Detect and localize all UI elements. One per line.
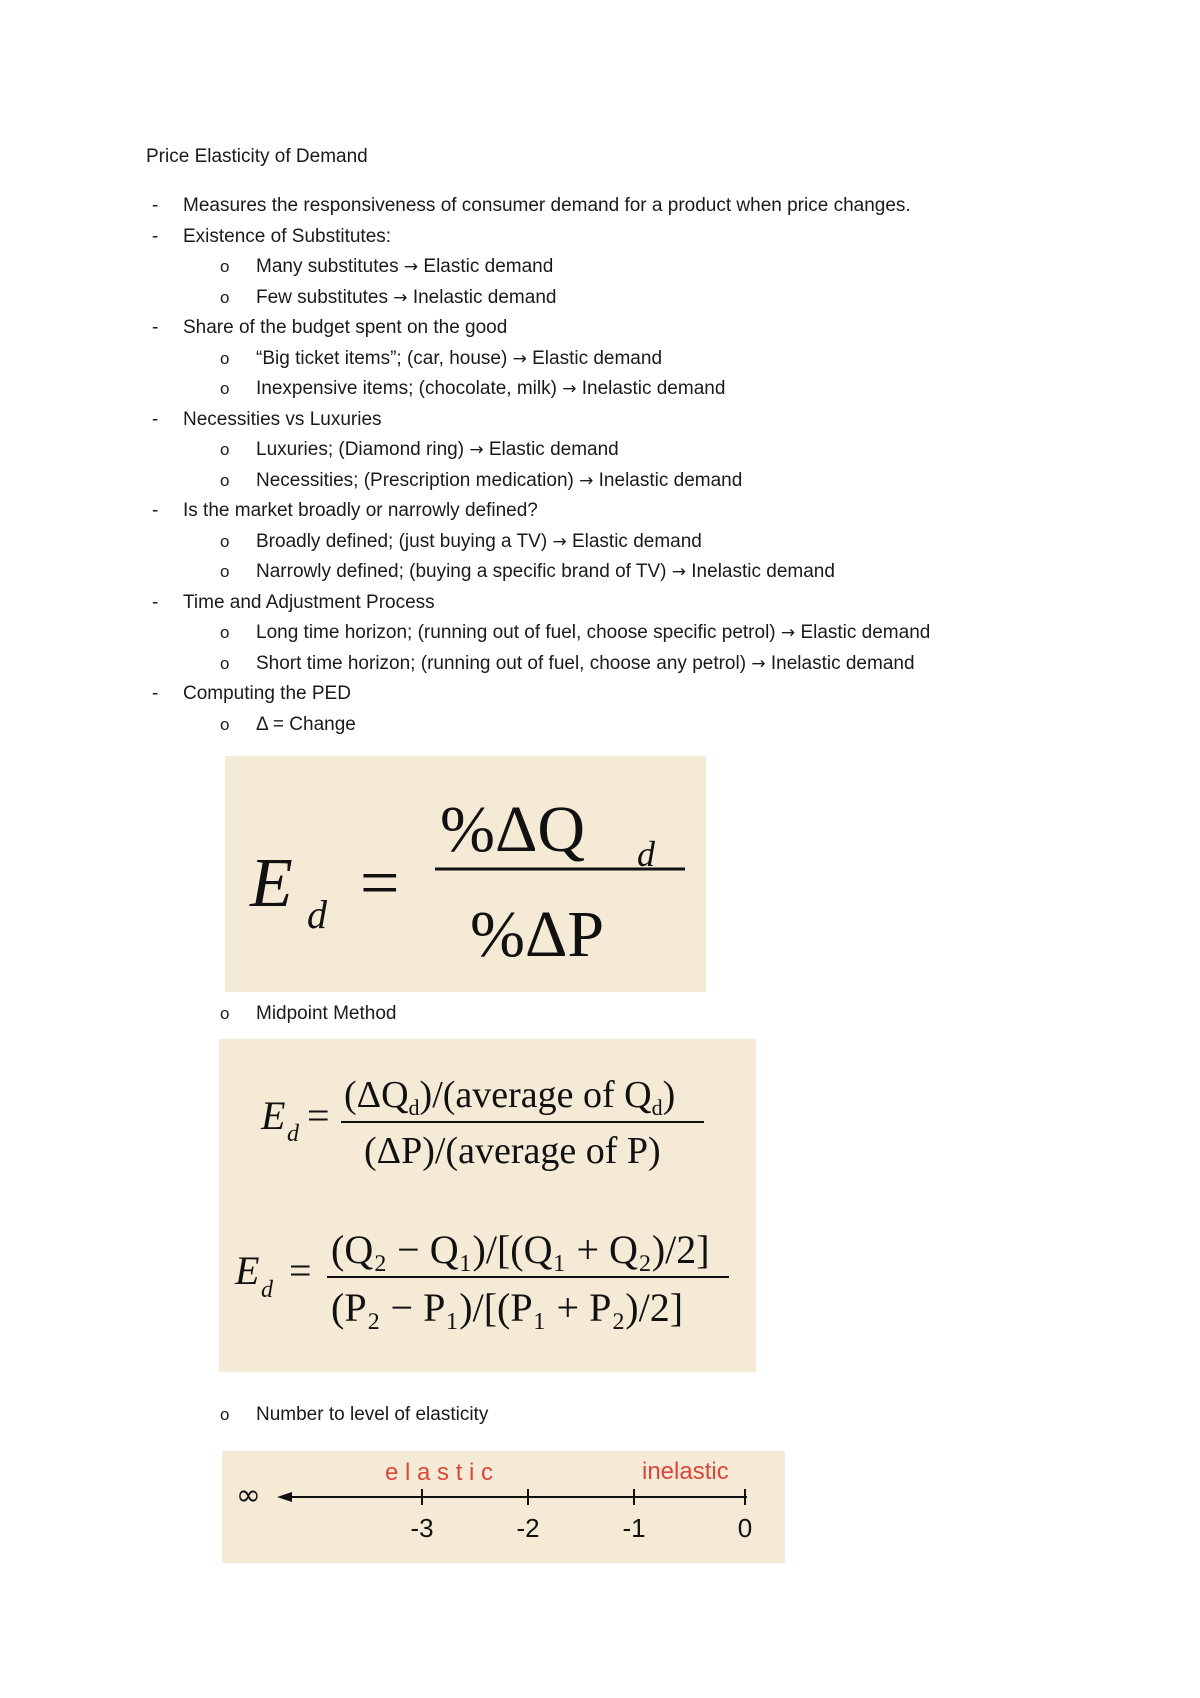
sub-item-result: Inelastic demand <box>412 286 557 308</box>
sub-item-row <box>0 712 1200 738</box>
dash-bullet: - <box>152 225 159 247</box>
section-text: Computing the PED <box>183 683 351 704</box>
sub-item-row <box>0 346 1200 372</box>
right-arrow-icon: → <box>579 470 594 491</box>
formula1-numerator: %ΔQ <box>440 793 586 866</box>
formula2-line1-eq: = <box>307 1093 330 1138</box>
bullet-o: o <box>220 440 230 459</box>
scale-label: Number to level of elasticity <box>256 1404 489 1425</box>
right-arrow-icon: → <box>780 623 796 643</box>
bullet-o: o <box>220 531 230 551</box>
sub-item-text <box>256 468 742 494</box>
elasticity-scale-chart <box>222 1451 785 1563</box>
sub-item-label: Few substitutes <box>256 286 388 308</box>
sub-item-text <box>256 254 553 280</box>
sub-item-text <box>256 346 662 372</box>
formula2-line2-lhs: E <box>235 1248 260 1293</box>
infinity-symbol: ∞ <box>236 1478 261 1513</box>
bullet-o: o <box>220 1004 230 1023</box>
sub-item-row <box>0 254 1200 280</box>
section-row <box>0 193 1200 219</box>
formula2-line1-denominator: (ΔP)/(average of P) <box>364 1130 661 1172</box>
section-row <box>0 315 1200 341</box>
sub-item-text <box>256 285 556 311</box>
bullet-o: o <box>220 470 230 490</box>
formula1-lhs: E <box>250 845 293 922</box>
bullet-o: o <box>220 623 230 642</box>
sub-item-result: Inelastic demand <box>770 652 915 674</box>
formula1-numerator-sub: d <box>637 834 655 874</box>
inelastic-label: inelastic <box>642 1458 729 1485</box>
sub-item-result: Elastic demand <box>488 439 619 460</box>
sub-item-row <box>0 376 1200 402</box>
sub-item-row <box>0 620 1200 646</box>
sub-item-label: Inexpensive items; (chocolate, milk) <box>256 378 557 399</box>
section-text: Share of the budget spent on the good <box>183 317 508 338</box>
sub-item-result: Inelastic demand <box>581 378 726 399</box>
sub-item-label: Necessities; (Prescription medication) <box>256 469 574 491</box>
bullet-o: o <box>220 653 230 673</box>
sub-item-result: Inelastic demand <box>691 561 835 582</box>
formula1-denominator: %ΔP <box>470 898 605 971</box>
sub-item-text <box>256 559 835 585</box>
dash-bullet: - <box>152 500 159 521</box>
formula2-line1-lhs: E <box>261 1093 286 1138</box>
section-text: Necessities vs Luxuries <box>183 408 382 430</box>
midpoint-label-row <box>0 1001 1200 1027</box>
formula2-line2-eq: = <box>289 1248 312 1293</box>
sub-item-label: Long time horizon; (running out of fuel, choose specific petrol) <box>256 622 776 643</box>
section-row <box>0 498 1200 524</box>
sub-item-label: “Big ticket items”; (car, house) <box>256 347 508 369</box>
section-row <box>0 681 1200 707</box>
section-text: Existence of Substitutes: <box>183 225 392 247</box>
dash-bullet: - <box>152 591 159 613</box>
section-text: Is the market broadly or narrowly defined? <box>183 500 538 521</box>
page-title: Price Elasticity of Demand <box>146 146 368 167</box>
bullet-o: o <box>220 379 230 398</box>
midpoint-method-label: Midpoint Method <box>256 1003 397 1024</box>
scale-tick-label: -1 <box>622 1513 646 1543</box>
sub-item-row <box>0 651 1200 677</box>
right-arrow-icon: → <box>512 348 527 369</box>
dash-bullet: - <box>152 195 159 216</box>
sub-item-text <box>256 376 725 402</box>
sub-item-text <box>256 437 619 463</box>
bullet-o: o <box>220 348 230 368</box>
formula2-line2-numerator: (Q₂ − Q₁)/[(Q₁ + Q₂)/2] <box>331 1227 710 1272</box>
sub-item-label: Broadly defined; (just buying a TV) <box>256 530 548 552</box>
scale-tick-label: 0 <box>737 1513 753 1543</box>
bullet-o: o <box>220 257 230 276</box>
sub-item-row <box>0 529 1200 555</box>
sub-item-label: Luxuries; (Diamond ring) <box>256 439 465 460</box>
formula2-line1-sub: d <box>287 1121 299 1147</box>
dash-bullet: - <box>152 317 159 338</box>
bullet-o: o <box>220 1405 230 1424</box>
sub-item-row <box>0 559 1200 585</box>
right-arrow-icon: → <box>552 531 567 552</box>
sub-item-result: Inelastic demand <box>598 469 743 491</box>
elastic-label: e l a s t i c <box>385 1459 494 1486</box>
right-arrow-icon: → <box>469 440 484 460</box>
section-row <box>0 590 1200 616</box>
sub-item-result: Elastic demand <box>571 530 702 552</box>
sub-item-result: Elastic demand <box>800 622 931 643</box>
section-text: Time and Adjustment Process <box>183 591 435 613</box>
sub-item-text <box>256 651 915 677</box>
dash-bullet: - <box>152 683 159 704</box>
sub-item-label: Short time horizon; (running out of fuel, choose any petrol) <box>256 652 747 674</box>
section-text: Measures the responsiveness of consumer demand for a product when price changes. <box>183 195 911 216</box>
midpoint-formula-image <box>219 1039 756 1372</box>
section-row <box>0 224 1200 250</box>
section-row <box>0 407 1200 433</box>
sub-item-result: Elastic demand <box>532 347 663 369</box>
scale-tick-label: -3 <box>410 1513 434 1543</box>
right-arrow-icon: → <box>751 653 766 674</box>
right-arrow-icon: → <box>403 257 419 277</box>
formula2-line1-numerator: $(\Delta Q_d)/(average$ of $Q_d$) <box>344 1074 676 1120</box>
sub-item-text <box>256 529 702 555</box>
bullet-o: o <box>220 562 230 581</box>
sub-item-row <box>0 437 1200 463</box>
right-arrow-icon: → <box>562 379 577 399</box>
formula1-equals: = <box>360 845 400 922</box>
formula2-line2-denominator: (P₂ − P₁)/[(P₁ + P₂)/2] <box>331 1285 684 1330</box>
sub-item-text <box>256 620 930 646</box>
right-arrow-icon: → <box>671 562 686 582</box>
scale-label-row <box>0 1402 1200 1428</box>
dash-bullet: - <box>152 408 159 430</box>
sub-item-label: Many substitutes <box>256 256 399 277</box>
scale-tick-label: -2 <box>516 1513 540 1543</box>
bullet-o: o <box>220 287 230 307</box>
sub-item-row <box>0 285 1200 311</box>
ped-formula-image <box>225 756 706 992</box>
sub-item-text <box>256 712 356 738</box>
bullet-o: o <box>220 714 230 734</box>
formula1-lhs-sub: d <box>307 892 327 937</box>
elasticity-scale-image <box>222 1451 785 1563</box>
sub-item-label: Δ = Change <box>256 713 356 735</box>
sub-item-row <box>0 468 1200 494</box>
sub-item-label: Narrowly defined; (buying a specific brand of TV) <box>256 561 667 582</box>
sub-item-result: Elastic demand <box>423 256 554 277</box>
formula2-line2-sub: d <box>261 1277 273 1303</box>
right-arrow-icon: → <box>393 287 408 308</box>
